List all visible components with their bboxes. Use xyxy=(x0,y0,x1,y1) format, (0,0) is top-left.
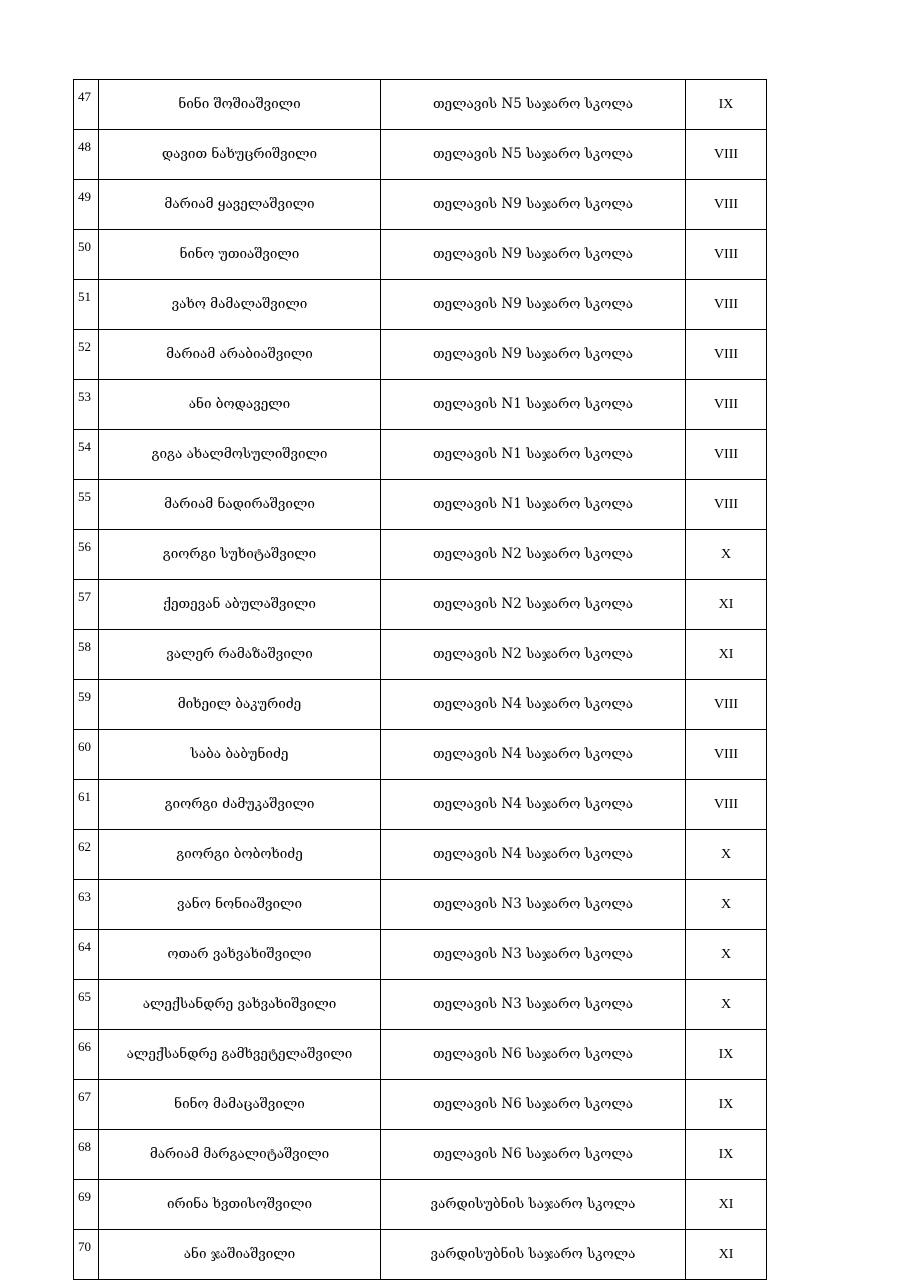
school-cell: თელავის N1 საჯარო სკოლა xyxy=(381,430,686,480)
table-row xyxy=(74,1230,767,1280)
row-number-cell: 53 xyxy=(74,380,99,430)
row-number-cell: 50 xyxy=(74,230,99,280)
row-number-cell: 60 xyxy=(74,730,99,780)
table-row xyxy=(74,1080,767,1130)
grade-cell: VIII xyxy=(686,380,767,430)
grade-cell: VIII xyxy=(686,230,767,280)
grade-cell: VIII xyxy=(686,180,767,230)
school-cell: თელავის N6 საჯარო სკოლა xyxy=(381,1130,686,1180)
grade-cell: VIII xyxy=(686,430,767,480)
grade-cell: X xyxy=(686,980,767,1030)
school-cell: თელავის N4 საჯარო სკოლა xyxy=(381,830,686,880)
participants-table xyxy=(73,79,767,1280)
student-name-cell: დავით ნახუცრიშვილი xyxy=(99,130,381,180)
table-row xyxy=(74,330,767,380)
school-cell: თელავის N4 საჯარო სკოლა xyxy=(381,730,686,780)
grade-cell: X xyxy=(686,930,767,980)
school-cell: ვარდისუბნის საჯარო სკოლა xyxy=(381,1180,686,1230)
row-number-cell: 52 xyxy=(74,330,99,380)
student-name-cell: მარიამ მარგალიტაშვილი xyxy=(99,1130,381,1180)
row-number-cell: 65 xyxy=(74,980,99,1030)
table-row xyxy=(74,580,767,630)
grade-cell: IX xyxy=(686,80,767,130)
table-row xyxy=(74,380,767,430)
table-row xyxy=(74,930,767,980)
row-number-cell: 66 xyxy=(74,1030,99,1080)
school-cell: თელავის N9 საჯარო სკოლა xyxy=(381,330,686,380)
row-number-cell: 51 xyxy=(74,280,99,330)
school-cell: თელავის N5 საჯარო სკოლა xyxy=(381,130,686,180)
school-cell: თელავის N3 საჯარო სკოლა xyxy=(381,980,686,1030)
student-name-cell: ალექსანდრე ვახვახიშვილი xyxy=(99,980,381,1030)
grade-cell: IX xyxy=(686,1130,767,1180)
row-number-cell: 68 xyxy=(74,1130,99,1180)
student-name-cell: ვალერ რამაზაშვილი xyxy=(99,630,381,680)
student-name-cell: ანი ჯაშიაშვილი xyxy=(99,1230,381,1280)
student-name-cell: მიხეილ ბაკურიძე xyxy=(99,680,381,730)
grade-cell: VIII xyxy=(686,130,767,180)
row-number-cell: 54 xyxy=(74,430,99,480)
row-number-cell: 56 xyxy=(74,530,99,580)
grade-cell: XI xyxy=(686,1230,767,1280)
table-row xyxy=(74,280,767,330)
school-cell: თელავის N2 საჯარო სკოლა xyxy=(381,580,686,630)
row-number-cell: 63 xyxy=(74,880,99,930)
grade-cell: VIII xyxy=(686,730,767,780)
school-cell: თელავის N3 საჯარო სკოლა xyxy=(381,880,686,930)
table-row xyxy=(74,180,767,230)
grade-cell: XI xyxy=(686,630,767,680)
table-row xyxy=(74,130,767,180)
school-cell: თელავის N5 საჯარო სკოლა xyxy=(381,80,686,130)
table-row xyxy=(74,80,767,130)
student-name-cell: ირინა ხვთისოშვილი xyxy=(99,1180,381,1230)
school-cell: ვარდისუბნის საჯარო სკოლა xyxy=(381,1230,686,1280)
row-number-cell: 57 xyxy=(74,580,99,630)
student-name-cell: გიორგი ბობოხიძე xyxy=(99,830,381,880)
row-number-cell: 55 xyxy=(74,480,99,530)
school-cell: თელავის N4 საჯარო სკოლა xyxy=(381,680,686,730)
school-cell: თელავის N9 საჯარო სკოლა xyxy=(381,180,686,230)
table-row xyxy=(74,830,767,880)
participants-table-body xyxy=(74,80,767,1280)
school-cell: თელავის N4 საჯარო სკოლა xyxy=(381,780,686,830)
grade-cell: X xyxy=(686,830,767,880)
row-number-cell: 61 xyxy=(74,780,99,830)
student-name-cell: ანი ბოდაველი xyxy=(99,380,381,430)
student-name-cell: ნინი შოშიაშვილი xyxy=(99,80,381,130)
student-name-cell: მარიამ ნადირაშვილი xyxy=(99,480,381,530)
row-number-cell: 48 xyxy=(74,130,99,180)
student-name-cell: მარიამ ყაველაშვილი xyxy=(99,180,381,230)
table-row xyxy=(74,430,767,480)
table-row xyxy=(74,730,767,780)
student-name-cell: ქეთევან აბულაშვილი xyxy=(99,580,381,630)
student-name-cell: ოთარ ვახვახიშვილი xyxy=(99,930,381,980)
school-cell: თელავის N9 საჯარო სკოლა xyxy=(381,230,686,280)
student-name-cell: ნინო მამაცაშვილი xyxy=(99,1080,381,1130)
student-name-cell: გიგა ახალმოსულიშვილი xyxy=(99,430,381,480)
row-number-cell: 59 xyxy=(74,680,99,730)
school-cell: თელავის N2 საჯარო სკოლა xyxy=(381,630,686,680)
student-name-cell: მარიამ არაბიაშვილი xyxy=(99,330,381,380)
row-number-cell: 64 xyxy=(74,930,99,980)
school-cell: თელავის N1 საჯარო სკოლა xyxy=(381,480,686,530)
row-number-cell: 49 xyxy=(74,180,99,230)
row-number-cell: 67 xyxy=(74,1080,99,1130)
table-row xyxy=(74,480,767,530)
student-name-cell: გიორგი ძამუკაშვილი xyxy=(99,780,381,830)
table-row xyxy=(74,880,767,930)
student-name-cell: საბა ბაბუნიძე xyxy=(99,730,381,780)
table-row xyxy=(74,1030,767,1080)
table-row xyxy=(74,1180,767,1230)
row-number-cell: 47 xyxy=(74,80,99,130)
student-name-cell: ალექსანდრე გამხვეტელაშვილი xyxy=(99,1030,381,1080)
school-cell: თელავის N3 საჯარო სკოლა xyxy=(381,930,686,980)
table-row xyxy=(74,1130,767,1180)
grade-cell: XI xyxy=(686,580,767,630)
grade-cell: VIII xyxy=(686,480,767,530)
grade-cell: X xyxy=(686,880,767,930)
grade-cell: VIII xyxy=(686,330,767,380)
table-row xyxy=(74,530,767,580)
grade-cell: IX xyxy=(686,1080,767,1130)
student-name-cell: ვანო ნონიაშვილი xyxy=(99,880,381,930)
row-number-cell: 70 xyxy=(74,1230,99,1280)
school-cell: თელავის N2 საჯარო სკოლა xyxy=(381,530,686,580)
student-name-cell: გიორგი სუხიტაშვილი xyxy=(99,530,381,580)
grade-cell: VIII xyxy=(686,280,767,330)
grade-cell: VIII xyxy=(686,680,767,730)
row-number-cell: 58 xyxy=(74,630,99,680)
school-cell: თელავის N6 საჯარო სკოლა xyxy=(381,1080,686,1130)
table-row xyxy=(74,680,767,730)
row-number-cell: 69 xyxy=(74,1180,99,1230)
school-cell: თელავის N6 საჯარო სკოლა xyxy=(381,1030,686,1080)
grade-cell: X xyxy=(686,530,767,580)
table-row xyxy=(74,980,767,1030)
student-name-cell: ვახო მამალაშვილი xyxy=(99,280,381,330)
grade-cell: XI xyxy=(686,1180,767,1230)
table-row xyxy=(74,780,767,830)
student-name-cell: ნინო უთიაშვილი xyxy=(99,230,381,280)
table-row xyxy=(74,230,767,280)
grade-cell: VIII xyxy=(686,780,767,830)
table-row xyxy=(74,630,767,680)
school-cell: თელავის N9 საჯარო სკოლა xyxy=(381,280,686,330)
grade-cell: IX xyxy=(686,1030,767,1080)
school-cell: თელავის N1 საჯარო სკოლა xyxy=(381,380,686,430)
row-number-cell: 62 xyxy=(74,830,99,880)
